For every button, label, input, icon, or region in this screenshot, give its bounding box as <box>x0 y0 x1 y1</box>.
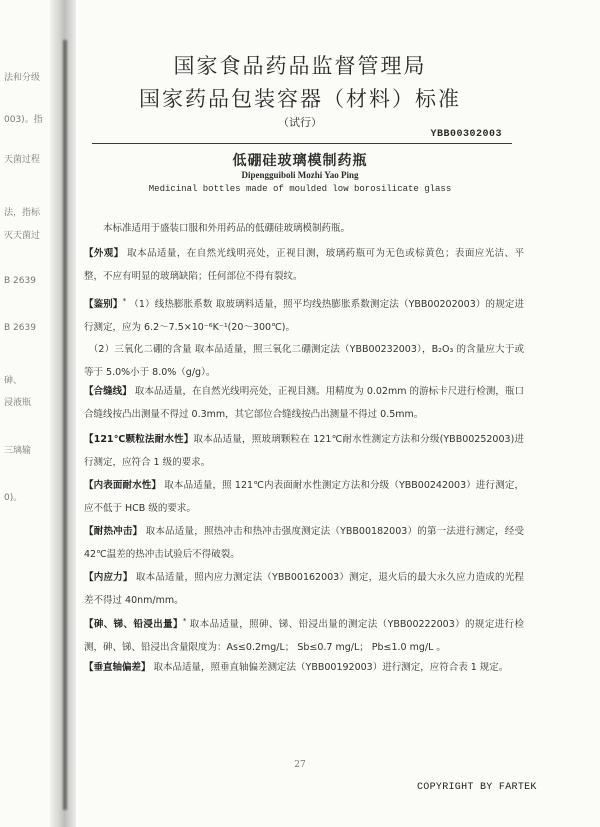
section-internal-stress <box>84 566 524 612</box>
section-label: 【耐热冲击】 <box>84 526 143 537</box>
document-title-pinyin: Dipengguiboli Mozhi Yao Ping <box>241 170 359 180</box>
section-text: （2）三氧化二硼的含量 取本品适量，照三氧化二硼测定法（YBB00232003），B₂O₃ 的含量应大于或等于 5.0%小于 8.0%（g/g）。 <box>84 344 524 378</box>
section-label: 【外观】 <box>84 248 124 259</box>
section-text: 取本品适量，在自然光线明亮处，正视目测。用精度为 0.02mm 的游标卡尺进行检测，瓶口合缝线按凸出测量不得过 0.3mm，其它部位合缝线按凸出测量不得过 0.5mm。 <box>84 386 524 420</box>
document-title: 低硼硅玻璃模制药瓶 <box>232 153 368 169</box>
margin-fragment: 灭天菌过 <box>4 231 41 241</box>
margin-fragment: B 2639 <box>4 323 36 333</box>
section-label: 【内表面耐水性】 <box>84 480 162 491</box>
margin-fragment: 浸液瓶 <box>4 398 32 408</box>
section-label: 【垂直轴偏差】 <box>84 662 151 673</box>
section-label: 【121℃颗粒法耐水性】 <box>84 434 194 445</box>
margin-fragment: 砷、 <box>4 376 23 386</box>
footnote-mark: * <box>122 297 127 305</box>
margin-fragment: 三璃输 <box>4 446 32 456</box>
section-text: 取本品适量，照热冲击和热冲击强度测定法（YBB00182003）的第一法进行测定，经受 42℃温差的热冲击试验后不得破裂。 <box>84 526 524 560</box>
section-boron-oxide <box>84 338 524 384</box>
trial-note: （试行） <box>278 116 322 129</box>
standard-series-title: 国家药品包装容器（材料）标准 <box>139 87 461 111</box>
document-title-english: Medicinal bottles made of moulded low borosilicate glass <box>148 184 452 194</box>
section-text: 取本品适量，照 121℃内表面耐水性测定方法和分级（YBB00242003）进行测定，应不低于 HCB 级的要求。 <box>84 480 524 514</box>
section-text: 取本品适量，照内应力测定法（YBB00162003）测定，退火后的最大永久应力造成的光程差不得过 40nm/mm。 <box>84 572 524 606</box>
section-label: 【砷、锑、铅浸出量】* <box>84 617 187 631</box>
footnote-mark: * <box>182 617 187 625</box>
margin-fragment: 天菌过程 <box>4 155 41 165</box>
section-label: 【鉴别】* <box>84 297 127 311</box>
margin-fragment: 法，指标 <box>4 208 41 218</box>
section-axis-deviation <box>84 656 524 679</box>
section-thermal-shock <box>84 520 524 566</box>
section-label: 【内应力】 <box>84 572 133 583</box>
page-number: 27 <box>294 760 306 770</box>
intro-paragraph: 本标准适用于盛装口服和外用药品的低硼硅玻璃模制药瓶。 <box>103 223 351 234</box>
section-heavy-metal-leaching <box>84 610 524 659</box>
section-text: 取本品适量，照玻璃颗粒在 121℃耐水性测定方法和分级(YBB00252003)进行测定，应符合 1 级的要求。 <box>84 434 524 468</box>
margin-fragment: 003)。指 <box>4 115 43 125</box>
section-seam-line <box>84 380 524 426</box>
section-label: 【合缝线】 <box>84 386 132 397</box>
agency-name: 国家食品药品监督管理局 <box>173 54 427 78</box>
section-appearance <box>84 242 524 288</box>
margin-fragment: 法和分级 <box>4 73 41 83</box>
section-text: 取本品适量，在自然光线明亮处，正视目测，玻璃药瓶可为无色或棕黄色；表面应光洁、平整，不应有明显的玻璃缺陷；任何部位不得有裂纹。 <box>84 248 524 282</box>
section-text: 取本品适量，照砷、锑、铅浸出量的测定法（YBB00222003）的规定进行检测，砷、锑、铅浸出含量限度为：As≤0.2mg/L； Sb≤0.7 mg/L； Pb≤1.0 mg/L 。 <box>84 619 524 654</box>
section-identification <box>84 290 524 339</box>
section-text: （1）线热膨胀系数 取玻璃料适量，照平均线热膨胀系数测定法（YBB00202003）的规定进行测定，应为 6.2～7.5×10⁻⁶K⁻¹(20～300℃)。 <box>84 299 524 334</box>
section-grain-water-resistance <box>84 428 524 474</box>
section-surface-water-resistance <box>84 474 524 520</box>
section-text: 取本品适量，照垂直轴偏差测定法（YBB00192003）进行测定，应符合表 1 规定。 <box>150 662 509 673</box>
standard-code: YBB00302003 <box>430 129 502 140</box>
margin-fragment: B 2639 <box>4 276 36 286</box>
copyright-notice: COPYRIGHT BY FARTEK <box>417 782 537 793</box>
header-rule <box>92 143 512 144</box>
margin-fragment: 0)。 <box>4 493 23 503</box>
